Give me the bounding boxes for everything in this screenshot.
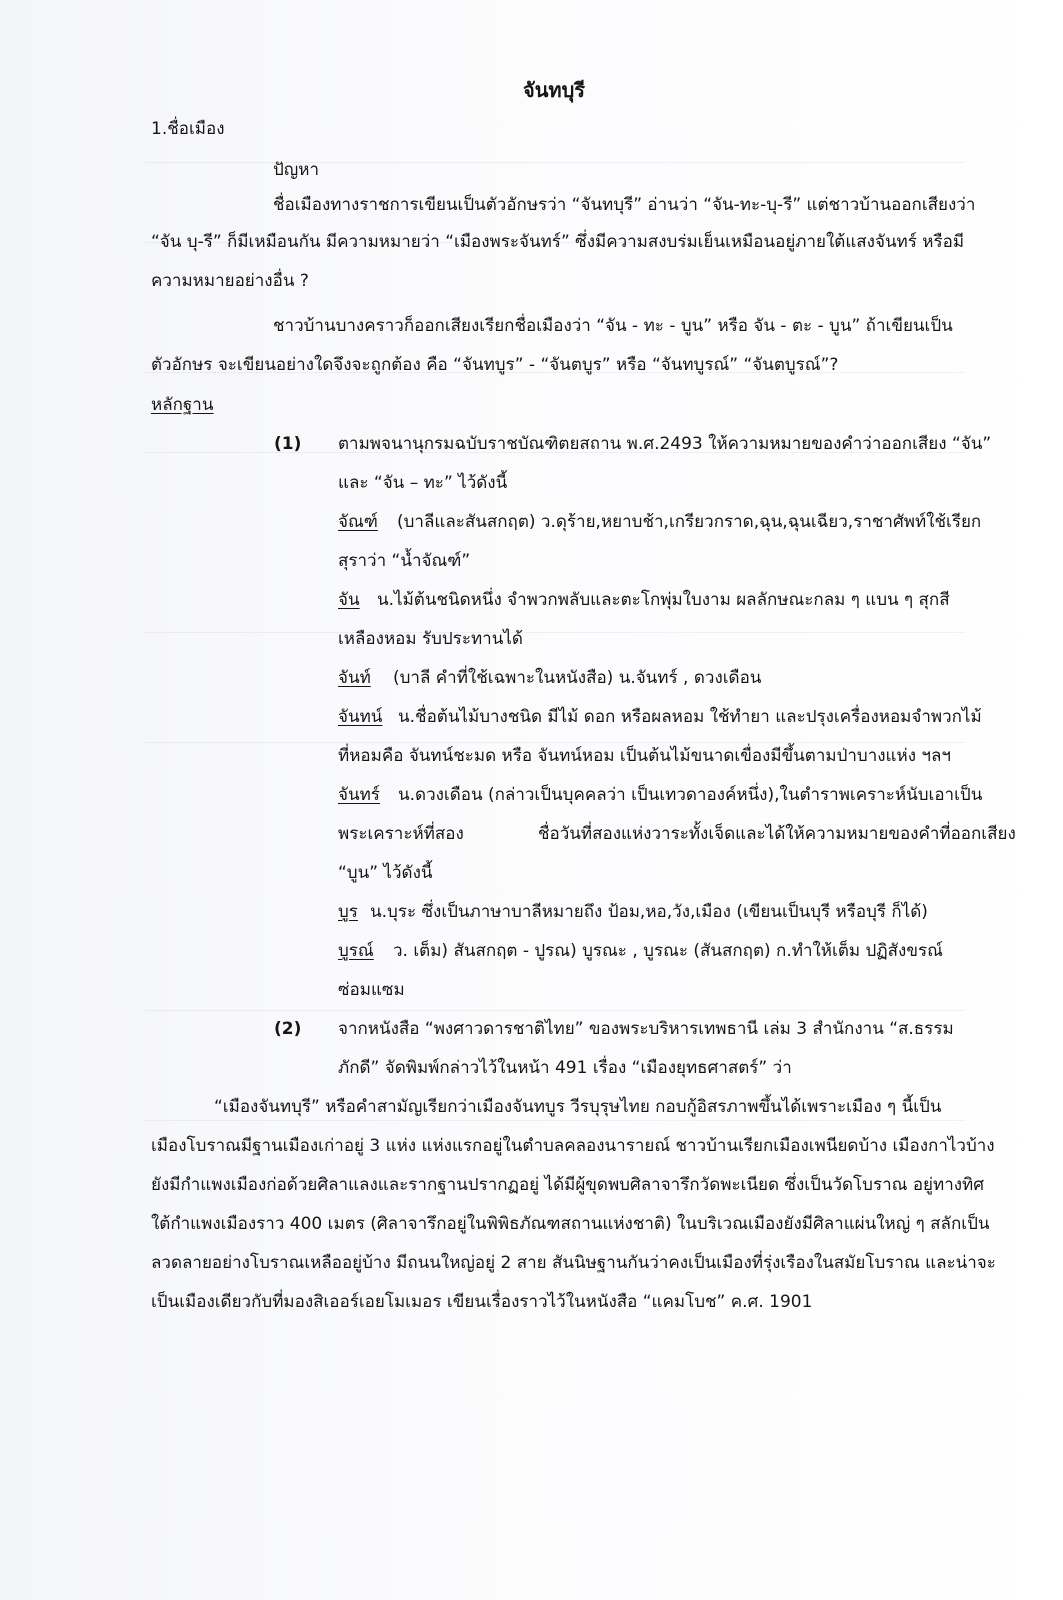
definition-text: พระเคราะห์ที่สอง xyxy=(338,824,464,844)
item-line: ตามพจนานุกรมฉบับราชบัณฑิตยสถาน พ.ศ.2493 ให้ความหมายของคำว่าออกเสียง “จัน” xyxy=(338,434,992,454)
quote-line: ยังมีกำแพงเมืองก่อด้วยศิลาแลงและรากฐานปรากฏอยู่ ได้มีผู้ขุดพบศิลาจารึกวัดพะเนียด ซึ่งเป็นวัดโบราณ อยู่ทางทิศ xyxy=(151,1175,985,1195)
definition-term: จัณฑ์ xyxy=(338,512,378,532)
show-through-line xyxy=(145,1010,965,1011)
problem-line: ตัวอักษร จะเขียนอย่างใดจึงจะถูกต้อง คือ “จันทบูร” - “จันตบูร” หรือ “จันทบูรณ์” “จันตบูรณ์”? xyxy=(151,355,839,375)
problem-line: “จัน บุ-รี” ก็มีเหมือนกัน มีความหมายว่า “เมืองพระจันทร์” ซึ่งมีความสงบร่มเย็นเหมือนอยู่ภายใต้แสงจันทร์ หรือมี xyxy=(151,232,965,252)
item-number: (1) xyxy=(274,434,302,454)
definition-text: ซ่อมแซม xyxy=(338,980,405,1000)
quote-line: เป็นเมืองเดียวกับที่มองสิเออร์เอยโมเมอร เขียนเรื่องราวไว้ในหนังสือ “แคมโบช” ค.ศ. 1901 xyxy=(151,1292,813,1312)
quote-line: ใต้กำแพงเมืองราว 400 เมตร (ศิลาจารึกอยู่ในพิพิธภัณฑสถานแห่งชาติ) ในบริเวณเมืองยังมีศิลาแผ่นใหญ่ ๆ สลักเป็น xyxy=(151,1214,990,1234)
definition-term: จันทน์ xyxy=(338,707,383,727)
item-line: ภักดี” จัดพิมพ์กล่าวไว้ในหน้า 491 เรื่อง “เมืองยุทธศาสตร์” ว่า xyxy=(338,1058,792,1078)
quote-line: เมืองโบราณมีฐานเมืองเก่าอยู่ 3 แห่ง แห่งแรกอยู่ในตำบลคลองนารายณ์ ชาวบ้านเรียกเมืองเพนียดบ้าง เมืองกาไวบ้าง xyxy=(151,1136,995,1156)
definition-text: “บูน” ไว้ดังนี้ xyxy=(338,863,433,883)
item-line: จากหนังสือ “พงศาวดารชาติไทย” ของพระบริหารเทพธานี เล่ม 3 สำนักงาน “ส.ธรรม xyxy=(338,1019,954,1039)
section-heading: 1.ชื่อเมือง xyxy=(151,119,225,139)
problem-line: ชื่อเมืองทางราชการเขียนเป็นตัวอักษรว่า “จันทบุรี” อ่านว่า “จัน-ทะ-บุ-รี” แต่ชาวบ้านออกเสียงว่า xyxy=(273,195,976,215)
show-through-line xyxy=(145,742,965,743)
item-number: (2) xyxy=(274,1019,302,1039)
definition-term: บูรณ์ xyxy=(338,941,374,961)
definition-term: บูร xyxy=(338,902,358,922)
problem-line: ความหมายอย่างอื่น ? xyxy=(151,271,309,291)
page-title: จันทบุรี xyxy=(523,78,586,102)
definition-text: น.ชื่อต้นไม้บางชนิด มีไม้ ดอก หรือผลหอม ใช้ทำยา และปรุงเครื่องหอมจำพวกไม้ xyxy=(398,707,982,727)
definition-text: (บาลี คำที่ใช้เฉพาะในหนังสือ) น.จันทร์ , ดวงเดือน xyxy=(393,668,762,688)
definition-text: (บาลีและสันสกฤต) ว.ดุร้าย,หยาบช้า,เกรียวกราด,ฉุน,ฉุนเฉียว,ราชาศัพท์ใช้เรียก xyxy=(397,512,982,532)
definition-text: ชื่อวันที่สองแห่งวาระทั้งเจ็ดและได้ให้ความหมายของคำที่ออกเสียง xyxy=(538,824,1016,844)
definition-term: จัน xyxy=(338,590,360,610)
definition-term: จันทร์ xyxy=(338,785,380,805)
definition-text: ว. เต็ม) สันสกฤต - ปูรณ) บูรณะ , บูรณะ (สันสกฤต) ก.ทำให้เต็ม ปฏิสังขรณ์ xyxy=(393,941,943,961)
definition-text: น.ดวงเดือน (กล่าวเป็นบุคคลว่า เป็นเทวดาองค์หนึ่ง),ในตำราพเคราะห์นับเอาเป็น xyxy=(398,785,983,805)
definition-term: จันท์ xyxy=(338,668,371,688)
evidence-heading: หลักฐาน xyxy=(151,395,214,415)
quote-line: ลวดลายอย่างโบราณเหลืออยู่บ้าง มีถนนใหญ่อยู่ 2 สาย สันนิษฐานกันว่าคงเป็นเมืองที่รุ่งเรืองในสมัยโบราณ และน่าจะ xyxy=(151,1253,996,1273)
definition-text: ที่หอมคือ จันทน์ชะมด หรือ จันทน์หอม เป็นต้นไม้ขนาดเขื่องมีขึ้นตามป่าบางแห่ง ฯลฯ xyxy=(338,746,951,766)
problem-line: ชาวบ้านบางคราวก็ออกเสียงเรียกชื่อเมืองว่า “จัน - ทะ - บูน” หรือ จัน - ตะ - บูน” ถ้าเขียนเป็น xyxy=(273,316,953,336)
definition-text: น.ไม้ต้นชนิดหนึ่ง จำพวกพลับและตะโกพุ่มใบงาม ผลลักษณะกลม ๆ แบน ๆ สุกสี xyxy=(377,590,950,610)
definition-text: สุราว่า “น้ำจัณฑ์” xyxy=(338,551,471,571)
item-line: และ “จัน – ทะ” ไว้ดังนี้ xyxy=(338,473,508,493)
show-through-line xyxy=(145,632,965,633)
show-through-line xyxy=(145,162,965,163)
problem-heading: ปัญหา xyxy=(273,160,320,180)
definition-text: น.บุระ ซึ่งเป็นภาษาบาลีหมายถึง ป้อม,หอ,วัง,เมือง (เขียนเป็นบุรี หรือบุรี ก็ได้) xyxy=(370,902,928,922)
quote-line: “เมืองจันทบุรี” หรือคำสามัญเรียกว่าเมืองจันทบูร วีรบุรุษไทย กอบกู้อิสรภาพขึ้นได้เพราะเมือง ๆ นี้เป็น xyxy=(214,1097,942,1117)
definition-text: เหลืองหอม รับประทานได้ xyxy=(338,629,523,649)
show-through-line xyxy=(145,1120,965,1121)
